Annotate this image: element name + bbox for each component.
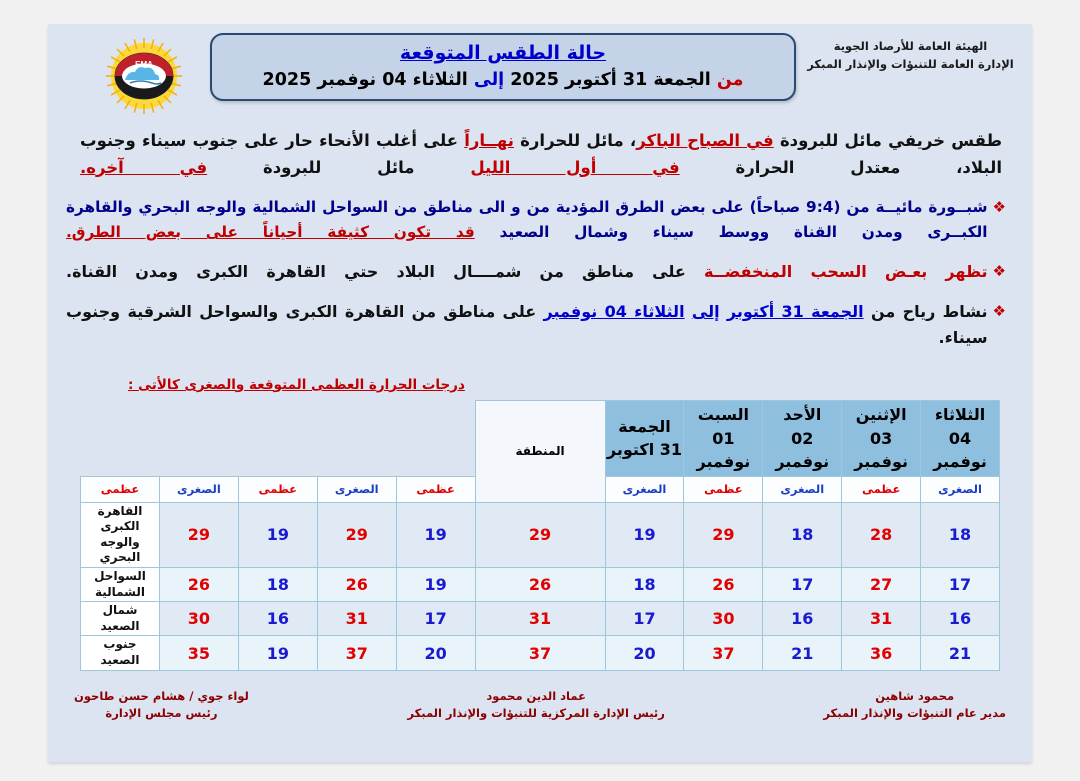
max-subheader: عظمى [684, 476, 763, 502]
min-temp-cell: 21 [921, 636, 1000, 670]
max-temp-cell: 30 [684, 602, 763, 636]
min-temp-cell: 17 [763, 568, 842, 602]
day-header-cell [921, 400, 1000, 476]
document-header [48, 24, 1032, 128]
max-subheader: عظمى [842, 476, 921, 502]
max-subheader: عظمى [81, 476, 160, 502]
bullet-wind [66, 299, 1014, 351]
max-temp-cell: 30 [159, 602, 238, 636]
min-temp-cell: 21 [763, 636, 842, 670]
day-name: الإثنين [855, 405, 907, 425]
organization-line-1: الهيئة العامة للأرصاد الجوية [833, 39, 988, 53]
min-temp-cell: 19 [605, 502, 684, 567]
diamond-bullet-icon: ❖ [992, 198, 1006, 217]
bullet-clouds-text: تظهر بعـض السحب المنخفضــة على مناطق من شمــــال البلاد حتي القاهرة الكبرى ومدن القناة. [66, 261, 988, 281]
min-temp-cell: 19 [238, 502, 317, 567]
min-temp-cell: 16 [921, 602, 1000, 636]
region-cell: شمال الصعيد [81, 602, 160, 636]
min-temp-cell: 16 [238, 602, 317, 636]
day-header-cell [763, 400, 842, 476]
max-temp-cell: 31 [475, 602, 605, 636]
max-temp-cell: 28 [842, 502, 921, 567]
table-caption: درجات الحرارة العظمى المتوقعة والصغرى كالأتى : [128, 376, 465, 393]
min-subheader: الصغرى [159, 476, 238, 502]
max-temp-cell: 29 [159, 502, 238, 567]
region-column-header: المنطقة [475, 400, 605, 502]
min-temp-cell: 18 [605, 568, 684, 602]
table-body [81, 502, 1000, 670]
bullet-wind-text: نشاط رياح من الجمعة 31 أكتوبر إلى الثلاثاء 04 نوفمبر على مناطق من القاهرة الكبرى والسواحل الشرقية وجنوب سيناء. [66, 301, 988, 347]
diamond-bullet-icon: ❖ [992, 261, 1006, 280]
table-head [81, 400, 1000, 502]
page-title: حالة الطقس المتوقعة [399, 42, 607, 64]
day-header-cell [605, 400, 684, 476]
max-temp-cell: 29 [684, 502, 763, 567]
table-row [81, 602, 1000, 636]
signature-name: عماد الدين محمود [486, 688, 586, 703]
max-temp-cell: 31 [842, 602, 921, 636]
day-date: 31 اكتوبر [606, 440, 683, 460]
signature-role: رئيس الإدارة المركزية للتنبؤات والإنذار المبكر [407, 705, 665, 720]
min-temp-cell: 19 [396, 568, 475, 602]
day-date: 03 نوفمبر [854, 428, 909, 471]
max-subheader: عظمى [396, 476, 475, 502]
bullet-fog-text: شبــورة مائيــة من (9:4 صباحاً) على بعض الطرق المؤدية من و الى مناطق من السواحل الشمالية والوجه البحري والقاهرة الكبــرى ومدن القناة ووسط سيناء وشمال الصعيد قد تكون كثيفة أحياناً على بعض الطرق. [66, 198, 988, 242]
organization-line-2: الإدارة العامة للتنبؤات والإنذار المبكر [807, 56, 1014, 71]
diamond-bullet-icon: ❖ [992, 301, 1006, 320]
table-row [81, 636, 1000, 670]
signature-role: مدير عام التنبؤات والإنذار المبكر [823, 705, 1006, 720]
region-cell: جنوب الصعيد [81, 636, 160, 670]
max-temp-cell: 37 [684, 636, 763, 670]
max-temp-cell: 37 [475, 636, 605, 670]
max-temp-cell: 35 [159, 636, 238, 670]
min-temp-cell: 18 [238, 568, 317, 602]
day-header-cell [842, 400, 921, 476]
max-temp-cell: 36 [842, 636, 921, 670]
day-name: الثلاثاء [934, 405, 986, 425]
min-temp-cell: 19 [396, 502, 475, 567]
day-header-cell [684, 400, 763, 476]
region-cell: القاهرة الكبرى والوجه البحري [81, 502, 160, 567]
max-subheader: عظمى [238, 476, 317, 502]
document-body [48, 128, 1032, 671]
max-temp-cell: 31 [317, 602, 396, 636]
max-temp-cell: 26 [475, 568, 605, 602]
min-subheader: الصغرى [605, 476, 684, 502]
region-cell: السواحل الشمالية [81, 568, 160, 602]
day-name: الأحد [783, 405, 822, 425]
min-subheader: الصغرى [317, 476, 396, 502]
max-temp-cell: 26 [317, 568, 396, 602]
ema-logo [96, 36, 192, 116]
signature-name: محمود شاهين [875, 688, 955, 703]
svg-text:EMA: EMA [135, 60, 153, 69]
min-temp-cell: 17 [396, 602, 475, 636]
min-temp-cell: 17 [605, 602, 684, 636]
min-subheader: الصغرى [921, 476, 1000, 502]
signature-central-head [407, 688, 664, 723]
min-temp-cell: 18 [763, 502, 842, 567]
min-subheader: الصغرى [763, 476, 842, 502]
day-date: 01 نوفمبر [696, 428, 751, 471]
table-row [81, 502, 1000, 567]
max-temp-cell: 26 [159, 568, 238, 602]
max-temp-cell: 26 [684, 568, 763, 602]
range-from-label: من [716, 69, 744, 90]
range-to-label: إلى [473, 69, 505, 90]
document-footer [74, 688, 1006, 723]
signature-chairman [74, 688, 249, 723]
bullet-fog [66, 195, 1014, 245]
signature-name: لواء جوي / هشام حسن طاحون [74, 688, 249, 703]
signature-director-general [823, 688, 1006, 723]
table-row [81, 568, 1000, 602]
range-end-date: الثلاثاء 04 نوفمبر 2025 [262, 69, 468, 90]
forecast-document [48, 24, 1032, 762]
min-temp-cell: 20 [396, 636, 475, 670]
table-day-header-row [81, 400, 1000, 476]
day-date: 04 نوفمبر [933, 428, 987, 471]
temperature-forecast-table [80, 400, 1000, 671]
bullet-clouds [66, 259, 1014, 285]
summary-paragraph: طقس خريفي مائل للبرودة في الصباح الباكر، مائل للحرارة نهــاراً على أغلب الأنحاء حار على جنوب سيناء وجنوب البلاد، معتدل الحرارة في أول الليل مائل للبرودة في آخره. [80, 131, 1003, 177]
range-start-date: الجمعة 31 أكتوبر 2025 [510, 69, 711, 90]
min-temp-cell: 16 [763, 602, 842, 636]
signature-role: رئيس مجلس الإدارة [105, 705, 218, 720]
min-temp-cell: 20 [605, 636, 684, 670]
max-temp-cell: 29 [475, 502, 605, 567]
max-temp-cell: 29 [317, 502, 396, 567]
organization-block [803, 38, 1018, 74]
day-name: الجمعة [618, 417, 671, 436]
min-temp-cell: 17 [921, 568, 1000, 602]
min-temp-cell: 18 [921, 502, 1000, 567]
title-box [210, 33, 796, 101]
min-temp-cell: 19 [238, 636, 317, 670]
day-name: السبت [697, 405, 749, 425]
max-temp-cell: 27 [842, 568, 921, 602]
forecast-date-range [212, 68, 794, 93]
max-temp-cell: 37 [317, 636, 396, 670]
day-date: 02 نوفمبر [775, 428, 830, 471]
